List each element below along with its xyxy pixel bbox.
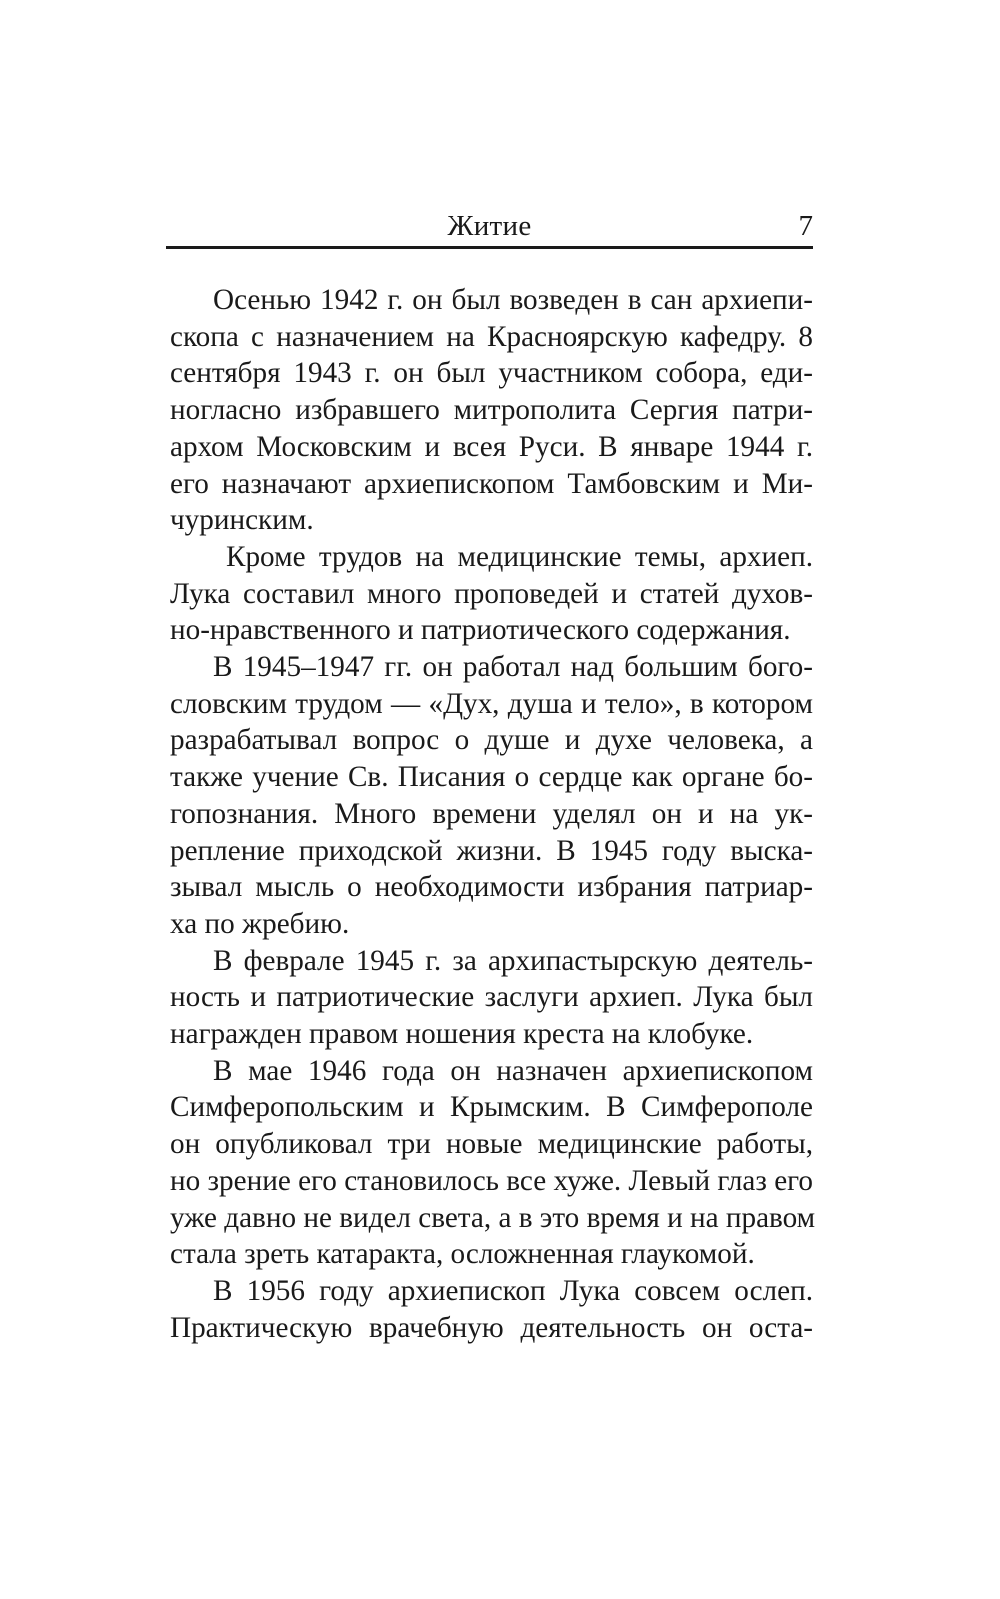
running-title: Житие <box>447 210 532 242</box>
text-line: репление приходской жизни. В 1945 году выска- <box>170 834 813 867</box>
paragraph-6 <box>170 1273 813 1346</box>
text-line: В мае 1946 года он назначен архиепископом <box>213 1054 813 1087</box>
text-line: Осенью 1942 г. он был возведен в сан архиепи- <box>213 284 813 316</box>
paragraph-3 <box>170 649 813 943</box>
text-line: также учение Св. Писания о сердце как органе бо- <box>170 761 813 794</box>
text-line: Кроме трудов на медицинские темы, архиеп. <box>226 540 813 573</box>
page-number: 7 <box>798 210 813 242</box>
text-line: Практическую врачебную деятельность он оста- <box>170 1311 813 1344</box>
text-line: архом Московским и всея Руси. В январе 1944 г. <box>170 430 813 463</box>
text-line: В 1956 году архиепископ Лука совсем ослеп. <box>213 1274 813 1307</box>
paragraph-2 <box>170 539 813 649</box>
body-text <box>170 282 816 1346</box>
text-line: В феврале 1945 г. за архипастырскую деятель- <box>213 944 813 977</box>
text-line: ность и патриотические заслуги архиеп. Лука был <box>170 981 813 1014</box>
running-head <box>166 206 813 246</box>
text-line: Симферопольским и Крымским. В Симферополе <box>170 1091 813 1124</box>
text-line: сентября 1943 г. он был участником собора, еди- <box>170 357 813 390</box>
text-line: награжден правом ношения креста на клобуке. <box>170 1018 754 1051</box>
text-line: словским трудом — «Дух, душа и тело», в котором <box>170 687 813 720</box>
header-rule <box>166 246 813 249</box>
text-line: он опубликовал три новые медицинские работы, <box>170 1128 813 1161</box>
text-line: скопа с назначением на Красноярскую кафедру. 8 <box>170 320 813 353</box>
text-line: ха по жребию. <box>170 907 350 940</box>
text-line: уже давно не видел света, а в это время и на правом <box>170 1201 816 1234</box>
text-line: Лука составил много проповедей и статей духов- <box>170 577 813 610</box>
text-line: стала зреть катаракта, осложненная глаукомой. <box>170 1238 755 1271</box>
text-line: гопознания. Много времени уделял он и на ук- <box>170 797 813 830</box>
paragraph-1 <box>170 282 813 539</box>
paragraph-4 <box>170 943 813 1053</box>
text-line: ногласно избравшего митрополита Сергия патри- <box>170 394 813 427</box>
text-line: но-нравственного и патриотического содержания. <box>170 614 791 647</box>
text-line: его назначают архиепископом Тамбовским и Ми- <box>170 467 813 500</box>
text-line: но зрение его становилось все хуже. Левый глаз его <box>170 1164 813 1197</box>
text-line: зывал мысль о необходимости избрания патриар- <box>170 871 813 904</box>
text-line: В 1945–1947 гг. он работал над большим бого- <box>213 651 813 684</box>
text-line: чуринским. <box>170 504 314 537</box>
paragraph-5 <box>170 1053 816 1273</box>
text-line: разрабатывал вопрос о душе и духе человека, а <box>170 724 813 757</box>
